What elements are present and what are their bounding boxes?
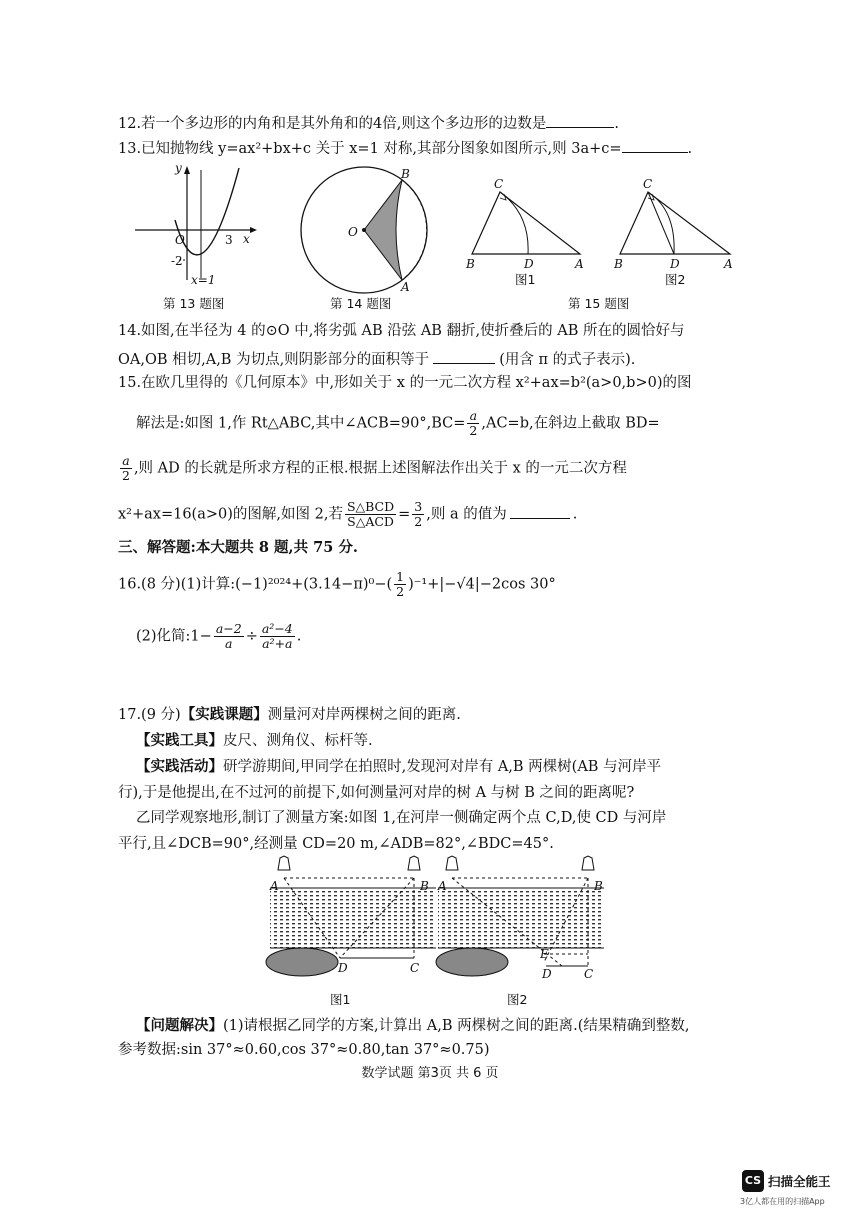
question-17-line7 [136,1016,689,1036]
d-label: D [542,967,552,981]
q16-text: )⁻¹+|−√4|−2cos 30° [408,576,556,593]
q17-text: 皮尺、测角仪、标杆等. [223,733,373,749]
o-label: O [348,225,358,239]
tree-b-icon [408,856,420,870]
q17-tag: 【问题解决】 [136,1017,223,1034]
b-label: B [614,257,623,271]
divide-sign: ÷ [245,628,258,645]
a-label: A [270,879,279,893]
question-16-part2 [136,622,301,651]
question-17-line4: 行),于是他提出,在不过河的前提下,如何测量河对岸的树 A 与树 B 之间的距离呢? [118,785,635,801]
q16-end: . [296,628,302,645]
tree-a-icon [278,856,290,870]
figure-15-triangles [462,174,742,274]
q15-text: 解法是:如图 1,作 Rt△ABC,其中∠ACB=90°,BC= [136,415,466,432]
q17-tag: 【实践工具】 [136,732,223,749]
question-17-line1 [118,705,461,725]
watermark-brand: 扫描全能王 [768,1174,831,1189]
c-label: C [410,961,420,975]
q15-text: ,AC=b,在斜边上截取 BD= [481,415,660,432]
question-15-line1: 15.在欧几里得的《几何原本》中,形如关于 x 的一元二次方程 x²+ax=b²(a>0,b>0)的图 [118,375,692,391]
q13-end: . [687,141,693,157]
figure-13-caption: 第 13 题图 [163,296,225,311]
question-15-line3 [118,454,627,483]
fraction-1-over-2: $\frac{1}{2}$ [396,569,405,599]
q14-text: OA,OB 相切,A,B 为切点,则阴影部分的面积等于 [118,352,430,368]
q14-text-end: (用含 π 的式子表示). [499,352,636,368]
d-label: D [524,257,534,271]
original-arc [402,180,427,280]
figure-13-parabola [135,160,265,290]
fig15-1 [465,177,584,271]
e-label: E [540,947,549,961]
question-17-line3 [136,757,661,777]
x-eq-1-label: x=1 [191,273,216,287]
answer-blank [433,347,495,364]
a-label: A [724,257,733,271]
question-17-line2 [136,731,373,751]
page-footer: 数学试题 第3页 共 6 页 [361,1066,499,1081]
watermark-slogan: 3亿人都在用的扫描App [740,1197,825,1206]
fraction-1: $\frac{a-2}{a}$ [215,621,242,651]
q16-text: 16.(8 分)(1)计算:(−1)²⁰²⁴+(3.14−π)⁰−( [118,576,393,593]
q17-text: 研学游期间,甲同学在拍照时,发现河对岸有 A,B 两棵树(AB 与河岸平 [223,759,662,775]
q15-text: x²+ax=16(a>0)的图解,如图 2,若 [118,506,343,523]
question-15-line2 [136,409,660,438]
a-label: A [401,280,410,294]
river-water [270,888,436,948]
question-17-line6: 平行,且∠DCB=90°,经测量 CD=20 m,∠ADB=82°,∠BDC=45°. [118,836,554,852]
a-label: A [575,257,584,271]
river-fig2 [436,856,604,981]
y-label: y [175,161,182,175]
q17-tag: 【实践活动】 [136,758,223,775]
c-label: C [584,967,594,981]
camscanner-logo-icon: CS [742,1170,764,1192]
tree-a-icon [446,856,458,870]
question-13 [118,136,692,159]
fig15-2-caption: 图2 [665,272,686,287]
q17-text: 测量河对岸两棵树之间的距离. [267,707,461,723]
q16-text: (2)化简:1− [136,628,212,645]
q12-end: . [614,116,620,132]
q17-score: 17.(9 分) [118,707,181,723]
q12-text: 12.若一个多边形的内角和是其外角和的4倍,则这个多边形的边数是 [118,116,547,132]
fig15-2 [613,177,733,271]
q15-text: ,则 a 的值为 [426,506,507,523]
figure-15-caption: 第 15 题图 [568,296,630,311]
fraction-3-over-2: $\frac{3}{2}$ [414,499,423,529]
b-label: B [401,167,410,181]
root-3-label: 3 [225,233,233,247]
area-ratio-fraction: $\frac{\text{S△BCD}}{\text{S△ACD}}$ [346,499,395,529]
b-label: B [420,879,429,893]
section-3-heading: 三、解答题:本大题共 8 题,共 75 分. [118,539,358,556]
q17-tag: 【实践课题】 [180,706,268,723]
fraction-a-over-2: $\frac{a}{2}$ [122,453,130,483]
pond-icon [266,948,338,976]
question-14-line2 [118,347,635,370]
q15-text: = [398,506,411,523]
answer-blank [622,136,688,153]
figure-14-circle [300,166,430,296]
origin-label: O [175,233,185,247]
a-label: A [438,879,447,893]
c-label: C [643,177,653,191]
b-label: B [594,879,603,893]
answer-blank [510,502,570,519]
river-water [438,888,604,948]
d-label: D [670,257,680,271]
minus-2-label: -2 [171,254,183,268]
x-label: x [243,232,250,246]
c-label: C [494,177,504,191]
question-16-part1 [118,570,556,599]
q13-text: 13.已知抛物线 y=ax²+bx+c 关于 x=1 对称,其部分图象如图所示,则 3a+c= [118,141,622,157]
question-15-line4 [118,500,577,529]
tree-b-icon [582,856,594,870]
question-17-line8: 参考数据:sin 37°≈0.60,cos 37°≈0.80,tan 37°≈0.75) [118,1042,490,1058]
fraction-2: $\frac{\text{a²−4}}{\text{a²+a}}$ [261,621,293,651]
q17-text: (1)请根据乙同学的方案,计算出 A,B 两棵树之间的距离.(结果精确到整数, [223,1018,690,1034]
question-12 [118,111,619,134]
answer-blank [546,111,614,128]
figure-17-river [262,858,612,983]
question-17-line5: 乙同学观察地形,制订了测量方案:如图 1,在河岸一侧确定两个点 C,D,使 CD 与河岸 [136,810,667,826]
d-label: D [338,961,348,975]
q15-text: ,则 AD 的长就是所求方程的正根.根据上述图解法作出关于 x 的一元二次方程 [133,460,627,477]
shaded-region [364,180,402,280]
b-label: B [466,257,475,271]
figure-14-caption: 第 14 题图 [330,296,392,311]
fig17-1-caption: 图1 [330,992,351,1007]
fraction-a-over-2: $\frac{a}{2}$ [469,408,478,438]
q15-end: . [572,506,578,523]
fig17-2-caption: 图2 [507,992,528,1007]
fig15-1-caption: 图1 [515,272,536,287]
question-14-line1: 14.如图,在半径为 4 的⊙O 中,将劣弧 AB 沿弦 AB 翻折,使折叠后的 AB 所在的圆恰好与 [118,323,685,339]
pond-icon [436,948,508,976]
river-fig1 [266,856,436,976]
